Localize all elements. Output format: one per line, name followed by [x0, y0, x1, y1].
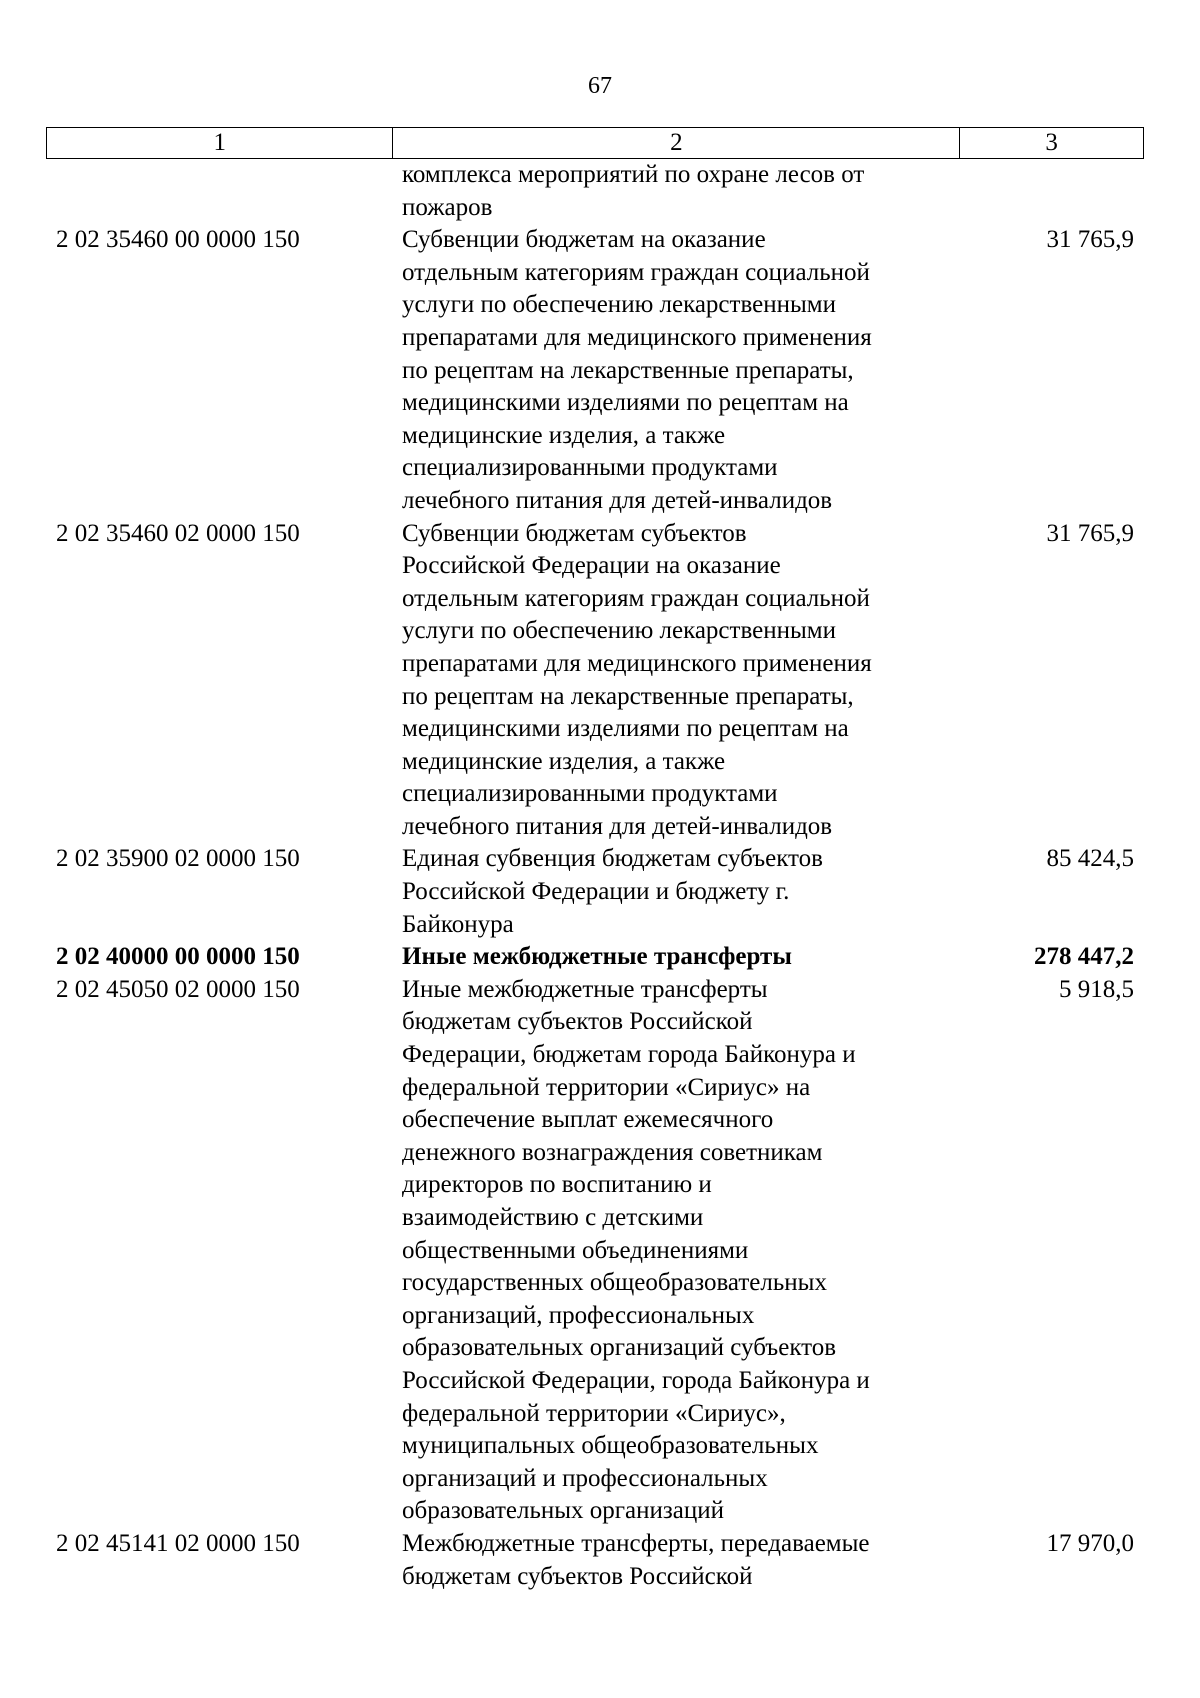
- row-name: комплекса мероприятий по охране лесов от пожаров: [402, 161, 865, 221]
- table-body: [46, 159, 1144, 1593]
- row-amount: 5 918,5: [1059, 975, 1134, 1003]
- row-name: Иные межбюджетные трансферты бюджетам субъектов Российской Федерации, бюджетам города Байконура и федеральной территории «Сириус» на обеспечение выплат ежемесячного денежного вознаграждения советникам директоров по воспитанию и взаимодействию с детскими общественными объединениями государственных общеобразовательных организаций, профессиональных образовательных организаций субъектов Российской Федерации, города Байконура и федеральной территории «Сириус», муниципальных общеобразовательных организаций и профессиональных образовательных организаций: [402, 975, 870, 1525]
- row-code: 2 02 40000 00 0000 150: [56, 943, 300, 971]
- page-number: 67: [588, 73, 612, 99]
- row-amount: 31 765,9: [1046, 519, 1134, 547]
- table-header: [46, 127, 1144, 159]
- row-amount: 17 970,0: [1046, 1529, 1134, 1557]
- row-code: [46, 159, 392, 224]
- table-row: [46, 843, 1144, 941]
- header-col-code: 1: [213, 129, 226, 156]
- table-row: [46, 518, 1144, 844]
- row-name: Иные межбюджетные трансферты: [402, 943, 792, 971]
- row-name: Межбюджетные трансферты, передаваемые бюджетам субъектов Российской: [402, 1529, 870, 1590]
- row-code: 2 02 35900 02 0000 150: [56, 845, 300, 873]
- table-row: [46, 159, 1144, 224]
- row-amount: [960, 159, 1144, 224]
- budget-table: [46, 127, 1144, 1593]
- row-code: 2 02 35460 02 0000 150: [56, 519, 300, 547]
- row-amount: 85 424,5: [1046, 845, 1134, 873]
- table-row: [46, 1528, 1144, 1593]
- row-name: Субвенции бюджетам на оказание отдельным категориям граждан социальной услуги по обеспечению лекарственными препаратами для медицинского применения по рецептам на лекарственные препараты, медицинскими изделиями по рецептам на медицинские изделия, а также специализированными продуктами лечебного питания для детей-инвалидов: [402, 226, 872, 514]
- row-code: 2 02 35460 00 0000 150: [56, 226, 300, 254]
- row-amount: 278 447,2: [1034, 943, 1134, 971]
- row-name: Субвенции бюджетам субъектов Российской Федерации на оказание отдельным категориям граждан социальной услуги по обеспечению лекарственными препаратами для медицинского применения по рецептам на лекарственные препараты, медицинскими изделиями по рецептам на медицинские изделия, а также специализированными продуктами лечебного питания для детей-инвалидов: [402, 519, 872, 840]
- row-code: 2 02 45050 02 0000 150: [56, 975, 300, 1003]
- row-amount: 31 765,9: [1046, 226, 1134, 254]
- header-col-amount: 3: [959, 128, 1143, 158]
- header-col-name: 2: [392, 128, 959, 158]
- table-row: [46, 224, 1144, 517]
- row-name: Единая субвенция бюджетам субъектов Российской Федерации и бюджету г. Байконура: [402, 845, 823, 938]
- table-row: [46, 974, 1144, 1528]
- row-code: 2 02 45141 02 0000 150: [56, 1529, 300, 1557]
- table-row-subtotal: [46, 941, 1144, 974]
